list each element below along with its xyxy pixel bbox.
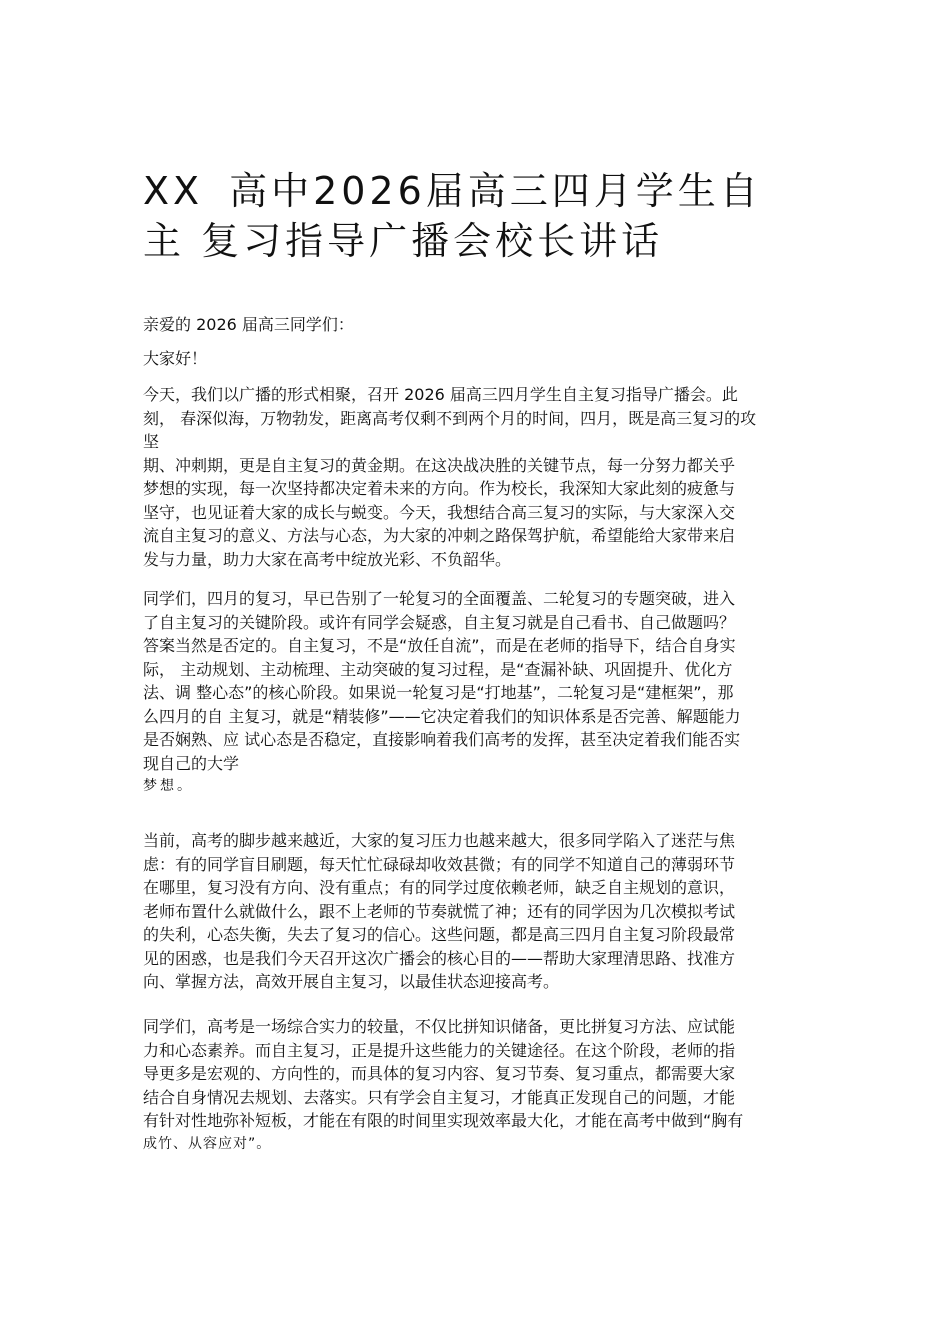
paragraph-line: 现自己的大学 [143,753,240,773]
title-prefix: XX [143,169,204,213]
paragraph-line: 了自主复习的关键阶段。或许有同学会疑惑，自主复习就是自己看书、自己做题吗？ [143,612,736,632]
paragraph-line: 力和心态素养。而自主复习，正是提升这些能力的关键途径。在这个阶段，老师的指 [143,1040,736,1060]
paragraph-line: 导更多是宏观的、方向性的，而具体的复习内容、复习节奏、复习重点，都需要大家 [143,1064,736,1083]
paragraph-line: 法、调 整心态”的核心阶段。如果说一轮复习是“打地基”，二轮复习是“建框架”，那 [143,683,734,702]
paragraph-line: 在哪里，复习没有方向、没有重点；有的同学过度依赖老师，缺乏自主规划的意识， [143,878,736,897]
salutation: 亲爱的 2026 届高三同学们： [143,315,354,334]
title-main: 高中2026届高三四月学生自 [229,169,762,213]
paragraph-line: 坚 [143,432,160,451]
paragraph-line: 的失利，心态失衡，失去了复习的信心。这些问题，都是高三四月自主复习阶段最常 [143,925,736,944]
title-line-1 [143,166,843,216]
greeting: 大家好！ [143,349,208,368]
paragraph-line: 坚守，也见证着大家的成长与蜕变。今天，我想结合高三复习的实际，与大家深入交 [143,502,736,522]
paragraph-line: 流自主复习的意义、方法与心态，为大家的冲刺之路保驾护航，希望能给大家带来启 [143,526,736,545]
paragraph-2 [143,587,833,799]
paragraph-line: 成竹、从容应对”。 [143,1135,272,1152]
paragraph-line: 刻， 春深似海，万物勃发，距离高考仅剩不到两个月的时间，四月，既是高三复习的攻 [143,408,757,428]
paragraph-line: 答案当然是否定的。自主复习，不是“放任自流”，而是在老师的指导下，结合自身实 [143,636,736,655]
paragraph-line: 梦想的实现，每一次坚持都决定着未来的方向。作为校长，我深知大家此刻的疲惫与 [143,479,736,498]
paragraph-1 [143,383,833,571]
paragraph-line: 么四月的自 主复习，就是“精装修”——它决定着我们的知识体系是否完善、解题能力 [143,706,741,726]
paragraph-line: 当前，高考的脚步越来越近，大家的复习压力也越来越大，很多同学陷入了迷茫与焦 [143,831,736,850]
paragraph-line: 同学们，四月的复习，早已告别了一轮复习的全面覆盖、二轮复习的专题突破，进入 [143,589,736,608]
paragraph-4 [143,1015,833,1156]
paragraph-line: 发与力量，助力大家在高考中绽放光彩、不负韶华。 [143,549,512,569]
paragraph-line: 结合自身情况去规划、去落实。只有学会自主复习，才能真正发现自己的问题，才能 [143,1087,736,1107]
paragraph-line: 际， 主动规划、主动梳理、主动突破的复习过程，是“查漏补缺、巩固提升、优化方 [143,659,733,679]
paragraph-line: 有针对性地弥补短板，才能在有限的时间里实现效率最大化，才能在高考中做到“胸有 [143,1111,744,1130]
title-line-2: 主 复习指导广播会校长讲话 [143,219,664,263]
page-title [143,166,843,266]
paragraph-line: 今天，我们以广播的形式相聚，召开 2026 届高三四月学生自主复习指导广播会。此 [143,385,738,404]
paragraph-line: 同学们，高考是一场综合实力的较量，不仅比拼知识储备，更比拼复习方法、应试能 [143,1017,736,1036]
paragraph-line: 向、掌握方法，高效开展自主复习，以最佳状态迎接高考。 [143,972,560,991]
paragraph-line: 期、冲刺期，更是自主复习的黄金期。在这决战决胜的关键节点，每一分努力都关乎 [143,455,736,475]
paragraph-3 [143,829,833,994]
paragraph-line: 见的困惑，也是我们今天召开这次广播会的核心目的——帮助大家理清思路、找准方 [143,948,736,968]
paragraph-line: 老师布置什么就做什么，跟不上老师的节奏就慌了神；还有的同学因为几次模拟考试 [143,901,736,921]
paragraph-line: 是否娴熟、应 试心态是否稳定，直接影响着我们高考的发挥，甚至决定着我们能否实 [143,730,741,749]
paragraph-line: 虑：有的同学盲目刷题，每天忙忙碌碌却收效甚微；有的同学不知道自己的薄弱环节 [143,854,736,874]
paragraph-line: 梦想。 [143,778,194,794]
